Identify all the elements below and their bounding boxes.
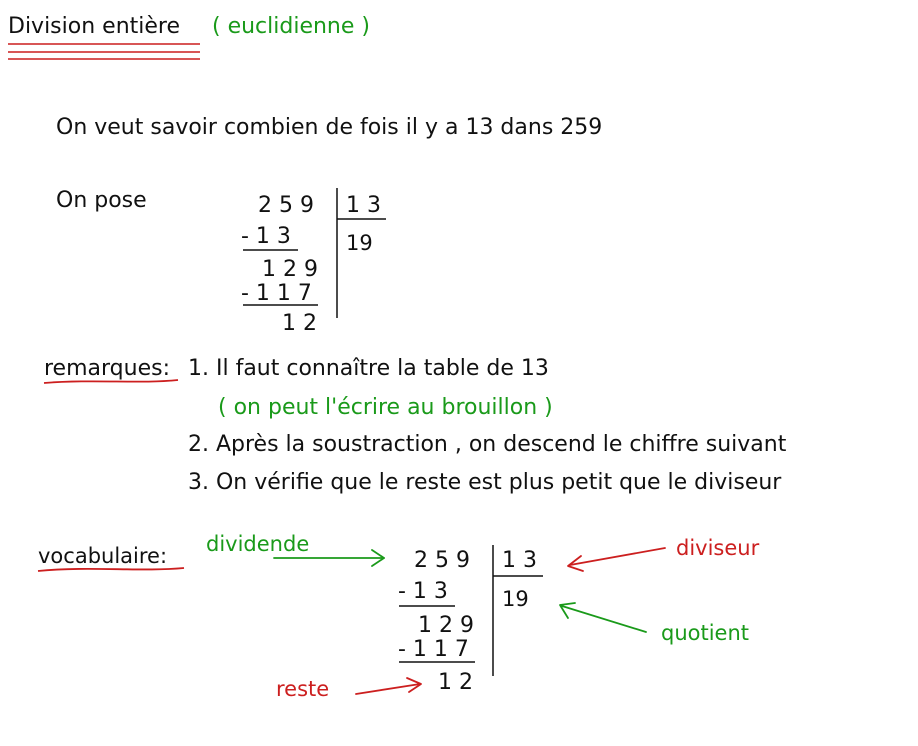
vocab-division-step1-subtraction: - 1 3 [398,579,448,604]
division-step1-result: 1 2 9 [262,257,318,282]
remainder-label: reste [276,677,330,701]
dividend-label: dividende [206,532,310,556]
remainder-arrow [356,678,421,694]
pose-label: On pose [56,188,147,213]
vocab-division-dividend: 2 5 9 [414,548,470,573]
page-subtitle: ( euclidienne ) [212,14,370,39]
quotient-arrow [560,603,646,632]
divisor-label: diviseur [676,536,760,560]
remark-3: 3. On vérifie que le reste est plus petit que le diviseur [188,470,782,495]
title-underline [8,44,200,59]
page-title: Division entière [8,14,181,39]
vocab-division-step2-subtraction: - 1 1 7 [398,637,469,662]
vocab-division-step1-result: 1 2 9 [418,613,474,638]
vocab-division-remainder: 1 2 [438,670,473,695]
division-remainder: 1 2 [282,311,317,336]
division-dividend: 2 5 9 [258,193,314,218]
divisor-arrow [568,548,665,571]
remarks-label: remarques: [44,356,170,381]
vocabulary-underline [38,568,184,571]
remark-1-note: ( on peut l'écrire au brouillon ) [218,395,553,420]
vocab-division-divisor: 1 3 [502,548,537,573]
intro-sentence: On veut savoir combien de fois il y a 13 dans 259 [56,115,603,140]
division-step1-subtraction: - 1 3 [241,224,291,249]
vocabulary-label: vocabulaire: [38,544,168,568]
division-quotient: 19 [346,231,373,255]
division-step2-subtraction: - 1 1 7 [241,281,312,306]
vocab-division-quotient: 19 [502,587,529,611]
remark-2: 2. Après la soustraction , on descend le chiffre suivant [188,432,787,457]
quotient-label: quotient [661,621,750,645]
division-divisor: 1 3 [346,193,381,218]
remark-1: 1. Il faut connaître la table de 13 [188,356,549,381]
